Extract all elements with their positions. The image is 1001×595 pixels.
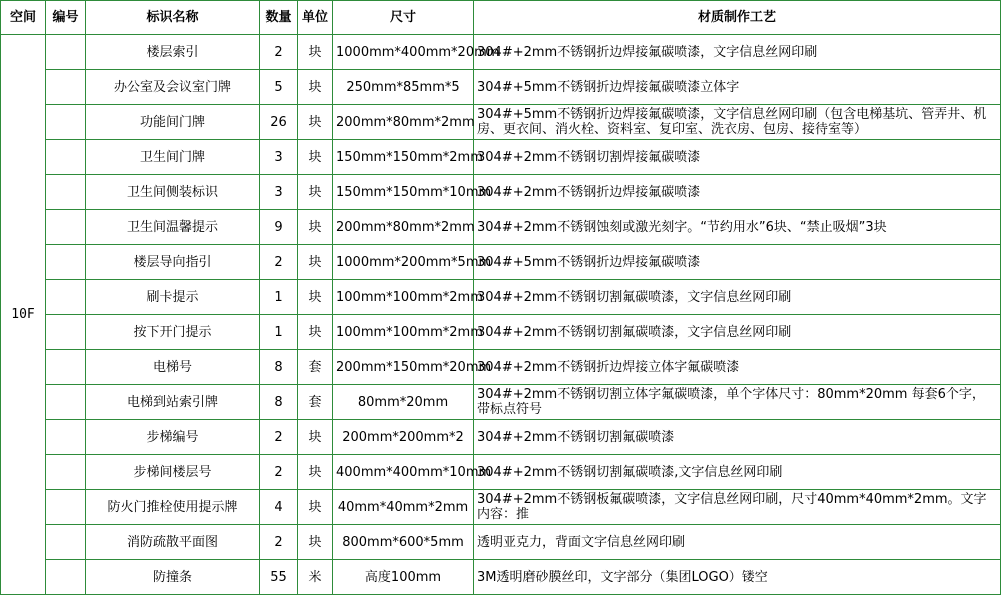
material-cell: 透明亚克力，背面文字信息丝网印刷 xyxy=(474,525,1001,560)
material-cell: 304#+2mm不锈钢切割氟碳喷漆，文字信息丝网印刷 xyxy=(474,280,1001,315)
table-row xyxy=(1,385,1001,420)
code-cell xyxy=(46,35,86,70)
unit-cell: 块 xyxy=(298,280,333,315)
unit-cell: 块 xyxy=(298,420,333,455)
table-row xyxy=(1,490,1001,525)
name-cell: 防火门推栓使用提示牌 xyxy=(86,490,260,525)
size-cell: 150mm*150mm*2mm xyxy=(333,140,474,175)
code-cell xyxy=(46,385,86,420)
qty-cell: 8 xyxy=(260,350,298,385)
size-cell: 800mm*600*5mm xyxy=(333,525,474,560)
code-cell xyxy=(46,490,86,525)
table-row xyxy=(1,280,1001,315)
header-material: 材质制作工艺 xyxy=(474,1,1001,35)
qty-cell: 3 xyxy=(260,140,298,175)
qty-cell: 9 xyxy=(260,210,298,245)
table-row xyxy=(1,140,1001,175)
qty-cell: 55 xyxy=(260,560,298,595)
unit-cell: 块 xyxy=(298,455,333,490)
table-row xyxy=(1,210,1001,245)
name-cell: 步梯编号 xyxy=(86,420,260,455)
table-row xyxy=(1,420,1001,455)
material-cell: 3M透明磨砂膜丝印，文字部分（集团LOGO）镂空 xyxy=(474,560,1001,595)
name-cell: 卫生间门牌 xyxy=(86,140,260,175)
table-row xyxy=(1,455,1001,490)
table-row xyxy=(1,560,1001,595)
unit-cell: 块 xyxy=(298,525,333,560)
table-row xyxy=(1,105,1001,140)
code-cell xyxy=(46,245,86,280)
code-cell xyxy=(46,315,86,350)
size-cell: 200mm*200mm*2 xyxy=(333,420,474,455)
material-cell: 304#+2mm不锈钢折边焊接立体字氟碳喷漆 xyxy=(474,350,1001,385)
size-cell: 100mm*100mm*2mm xyxy=(333,280,474,315)
size-cell: 250mm*85mm*5 xyxy=(333,70,474,105)
qty-cell: 8 xyxy=(260,385,298,420)
size-cell: 400mm*400mm*10mm xyxy=(333,455,474,490)
qty-cell: 2 xyxy=(260,245,298,280)
name-cell: 电梯到站索引牌 xyxy=(86,385,260,420)
name-cell: 功能间门牌 xyxy=(86,105,260,140)
unit-cell: 块 xyxy=(298,175,333,210)
header-space: 空间 xyxy=(1,1,46,35)
header-size: 尺寸 xyxy=(333,1,474,35)
floor-cell: 10F xyxy=(1,35,46,595)
name-cell: 按下开门提示 xyxy=(86,315,260,350)
size-cell: 100mm*100mm*2mm xyxy=(333,315,474,350)
name-cell: 楼层导向指引 xyxy=(86,245,260,280)
material-cell: 304#+5mm不锈钢折边焊接氟碳喷漆立体字 xyxy=(474,70,1001,105)
qty-cell: 26 xyxy=(260,105,298,140)
unit-cell: 块 xyxy=(298,315,333,350)
qty-cell: 1 xyxy=(260,315,298,350)
unit-cell: 块 xyxy=(298,210,333,245)
qty-cell: 2 xyxy=(260,420,298,455)
name-cell: 卫生间温馨提示 xyxy=(86,210,260,245)
size-cell: 高度100mm xyxy=(333,560,474,595)
table-row xyxy=(1,70,1001,105)
size-cell: 200mm*80mm*2mm xyxy=(333,210,474,245)
code-cell xyxy=(46,175,86,210)
unit-cell: 套 xyxy=(298,350,333,385)
name-cell: 刷卡提示 xyxy=(86,280,260,315)
unit-cell: 块 xyxy=(298,70,333,105)
unit-cell: 块 xyxy=(298,245,333,280)
size-cell: 150mm*150mm*10mm xyxy=(333,175,474,210)
code-cell xyxy=(46,210,86,245)
code-cell xyxy=(46,140,86,175)
unit-cell: 米 xyxy=(298,560,333,595)
header-qty: 数量 xyxy=(260,1,298,35)
qty-cell: 2 xyxy=(260,455,298,490)
qty-cell: 5 xyxy=(260,70,298,105)
table-row xyxy=(1,315,1001,350)
table-row xyxy=(1,350,1001,385)
qty-cell: 2 xyxy=(260,525,298,560)
table-row xyxy=(1,35,1001,70)
size-cell: 200mm*80mm*2mm xyxy=(333,105,474,140)
code-cell xyxy=(46,280,86,315)
qty-cell: 4 xyxy=(260,490,298,525)
material-cell: 304#+2mm不锈钢蚀刻或激光刻字。“节约用水”6块、“禁止吸烟”3块 xyxy=(474,210,1001,245)
material-cell: 304#+2mm不锈钢切割立体字氟碳喷漆，单个字体尺寸：80mm*20mm 每套6个字，带标点符号 xyxy=(474,385,1001,420)
unit-cell: 块 xyxy=(298,105,333,140)
qty-cell: 2 xyxy=(260,35,298,70)
material-cell: 304#+2mm不锈钢切割氟碳喷漆，文字信息丝网印刷 xyxy=(474,315,1001,350)
code-cell xyxy=(46,70,86,105)
code-cell xyxy=(46,105,86,140)
material-cell: 304#+5mm不锈钢折边焊接氟碳喷漆 xyxy=(474,245,1001,280)
material-cell: 304#+2mm不锈钢板氟碳喷漆，文字信息丝网印刷，尺寸40mm*40mm*2mm。文字内容：推 xyxy=(474,490,1001,525)
name-cell: 楼层索引 xyxy=(86,35,260,70)
size-cell: 40mm*40mm*2mm xyxy=(333,490,474,525)
name-cell: 防撞条 xyxy=(86,560,260,595)
unit-cell: 块 xyxy=(298,490,333,525)
name-cell: 消防疏散平面图 xyxy=(86,525,260,560)
name-cell: 卫生间侧装标识 xyxy=(86,175,260,210)
header-unit: 单位 xyxy=(298,1,333,35)
material-cell: 304#+2mm不锈钢折边焊接氟碳喷漆，文字信息丝网印刷 xyxy=(474,35,1001,70)
header-code: 编号 xyxy=(46,1,86,35)
code-cell xyxy=(46,560,86,595)
code-cell xyxy=(46,420,86,455)
name-cell: 办公室及会议室门牌 xyxy=(86,70,260,105)
unit-cell: 块 xyxy=(298,140,333,175)
header-name: 标识名称 xyxy=(86,1,260,35)
unit-cell: 套 xyxy=(298,385,333,420)
code-cell xyxy=(46,455,86,490)
size-cell: 1000mm*200mm*5mm xyxy=(333,245,474,280)
material-cell: 304#+5mm不锈钢折边焊接氟碳喷漆，文字信息丝网印刷（包含电梯基坑、管弄井、机房、更衣间、消火栓、资料室、复印室、洗衣房、包房、接待室等） xyxy=(474,105,1001,140)
table-row xyxy=(1,175,1001,210)
code-cell xyxy=(46,525,86,560)
material-cell: 304#+2mm不锈钢切割焊接氟碳喷漆 xyxy=(474,140,1001,175)
material-cell: 304#+2mm不锈钢折边焊接氟碳喷漆 xyxy=(474,175,1001,210)
header-row xyxy=(1,1,1001,35)
qty-cell: 3 xyxy=(260,175,298,210)
size-cell: 1000mm*400mm*20mm xyxy=(333,35,474,70)
material-cell: 304#+2mm不锈钢切割氟碳喷漆,文字信息丝网印刷 xyxy=(474,455,1001,490)
name-cell: 步梯间楼层号 xyxy=(86,455,260,490)
material-cell: 304#+2mm不锈钢切割氟碳喷漆 xyxy=(474,420,1001,455)
code-cell xyxy=(46,350,86,385)
qty-cell: 1 xyxy=(260,280,298,315)
size-cell: 80mm*20mm xyxy=(333,385,474,420)
table-row xyxy=(1,245,1001,280)
table-row xyxy=(1,525,1001,560)
name-cell: 电梯号 xyxy=(86,350,260,385)
unit-cell: 块 xyxy=(298,35,333,70)
size-cell: 200mm*150mm*20mm xyxy=(333,350,474,385)
